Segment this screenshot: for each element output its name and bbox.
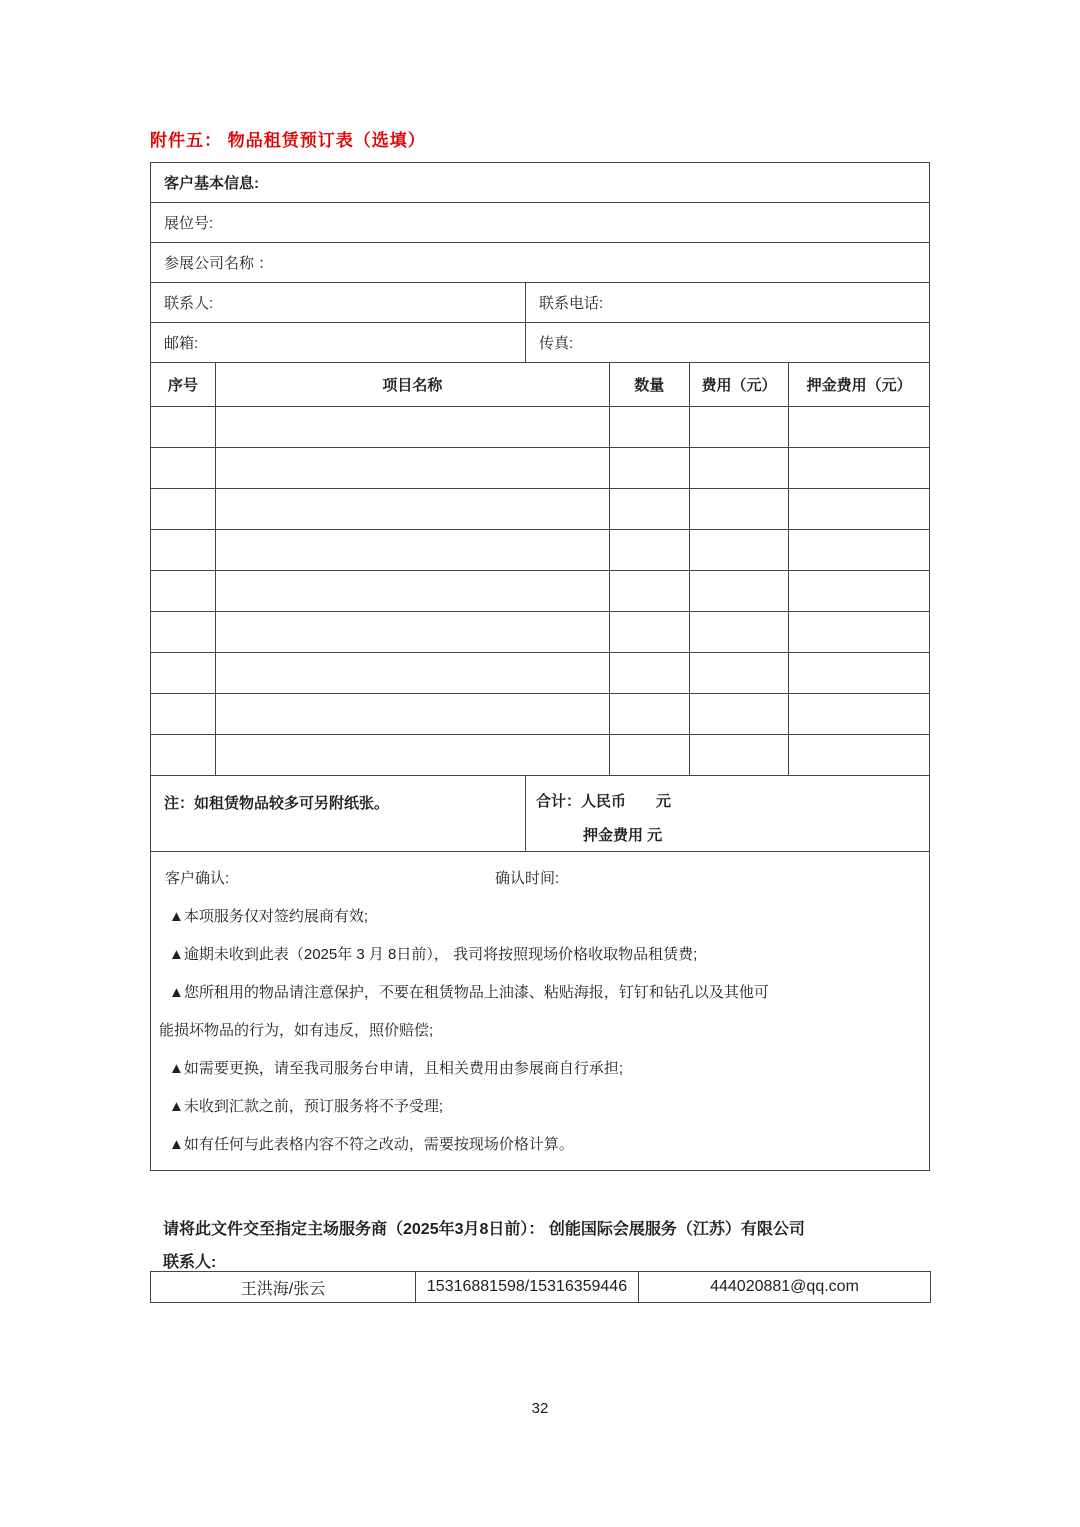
item-cell-empty: [690, 735, 790, 775]
contact-phone-row: [151, 283, 929, 323]
booth-number-label: 展位号:: [164, 215, 214, 232]
item-cell-empty: [216, 530, 610, 570]
item-cell-empty: [690, 407, 790, 447]
rental-order-table: [150, 162, 930, 1171]
item-cell-empty: [610, 653, 690, 693]
item-cell-empty: [690, 694, 790, 734]
confirm-time-label: 确认时间:: [495, 870, 560, 887]
items-header-row: [151, 363, 929, 407]
item-cell-empty: [151, 612, 216, 652]
customer-confirm-label: 客户确认:: [165, 870, 230, 887]
item-cell-empty: [789, 694, 929, 734]
item-cell-empty: [610, 448, 690, 488]
item-row-empty: [151, 694, 929, 735]
item-cell-empty: [216, 489, 610, 529]
item-row-empty: [151, 571, 929, 612]
item-cell-empty: [789, 735, 929, 775]
company-name-row: [151, 243, 929, 283]
items-empty-rows: [151, 407, 929, 776]
contact-person-label: 联系人:: [151, 283, 526, 322]
item-cell-empty: [789, 653, 929, 693]
item-row-empty: [151, 653, 929, 694]
item-cell-empty: [610, 612, 690, 652]
item-cell-empty: [610, 489, 690, 529]
item-row-empty: [151, 530, 929, 571]
terms-list: [159, 898, 919, 1164]
company-name-label: 参展公司名称 ：: [164, 255, 274, 272]
total-deposit-line: 押金费用 元: [583, 827, 663, 844]
basic-info-header-row: [151, 163, 929, 203]
item-cell-empty: [216, 694, 610, 734]
term-line: ▲逾期未收到此表（2025年 3 月 8日前）， 我司将按照现场价格收取物品租赁费;: [169, 946, 698, 963]
item-cell-empty: [789, 407, 929, 447]
submit-instruction: 请将此文件交至指定主场服务商（2025年3月8日前）： 创能国际会展服务（江苏）有限公司: [163, 1221, 805, 1238]
item-cell-empty: [690, 530, 790, 570]
item-cell-empty: [151, 448, 216, 488]
item-row-empty: [151, 407, 929, 448]
email-fax-row: [151, 323, 929, 363]
note-total-row: [151, 776, 929, 852]
item-cell-empty: [610, 571, 690, 611]
contact-phones: 15316881598/15316359446: [416, 1272, 639, 1302]
col-header-item-name: 项目名称: [216, 363, 610, 406]
item-cell-empty: [789, 612, 929, 652]
item-cell-empty: [690, 653, 790, 693]
term-line: 能损坏物品的行为，如有违反，照价赔偿;: [159, 1022, 434, 1039]
term-line: ▲本项服务仅对签约展商有效;: [169, 908, 369, 925]
col-header-quantity: 数量: [610, 363, 690, 406]
item-cell-empty: [151, 694, 216, 734]
term-line: ▲如有任何与此表格内容不符之改动，需要按现场价格计算。: [169, 1136, 574, 1153]
note-text: 注：如租赁物品较多可另附纸张。: [151, 776, 526, 851]
fax-label: 传真:: [539, 335, 574, 352]
email-label: 邮箱:: [151, 323, 526, 362]
item-cell-empty: [216, 571, 610, 611]
item-cell-empty: [216, 735, 610, 775]
basic-info-label: 客户基本信息:: [164, 175, 259, 192]
item-cell-empty: [151, 653, 216, 693]
item-cell-empty: [789, 530, 929, 570]
item-cell-empty: [690, 612, 790, 652]
item-row-empty: [151, 735, 929, 776]
item-cell-empty: [789, 489, 929, 529]
booth-number-row: [151, 203, 929, 243]
contact-email: 444020881@qq.com: [710, 1278, 859, 1295]
item-row-empty: [151, 489, 929, 530]
page-number: 32: [531, 1400, 549, 1417]
confirmation-line: [159, 860, 919, 898]
footer-contact-label: 联系人:: [163, 1254, 217, 1271]
contact-phone-label: 联系电话:: [539, 295, 604, 312]
term-line: ▲如需要更换，请至我司服务台申请，且相关费用由参展商自行承担;: [169, 1060, 624, 1077]
term-line: ▲未收到汇款之前，预订服务将不予受理;: [169, 1098, 444, 1115]
item-cell-empty: [216, 653, 610, 693]
item-cell-empty: [610, 530, 690, 570]
item-row-empty: [151, 448, 929, 489]
total-rmb-line: 合计：人民币 元: [536, 793, 672, 810]
page-title: 附件五： 物品租赁预订表（选填）: [150, 131, 426, 150]
item-cell-empty: [216, 407, 610, 447]
item-row-empty: [151, 612, 929, 653]
item-cell-empty: [610, 407, 690, 447]
col-header-index: 序号: [151, 363, 216, 406]
contact-names: 王洪海/张云: [151, 1272, 416, 1302]
item-cell-empty: [610, 735, 690, 775]
item-cell-empty: [789, 448, 929, 488]
term-line: ▲您所租用的物品请注意保护，不要在租赁物品上油漆、粘贴海报，钉钉和钻孔以及其他可: [169, 984, 769, 1001]
service-provider-contact-table: [150, 1271, 931, 1303]
item-cell-empty: [151, 735, 216, 775]
totals-cell: [526, 776, 929, 851]
item-cell-empty: [216, 612, 610, 652]
col-header-fee: 费用（元）: [690, 363, 790, 406]
item-cell-empty: [216, 448, 610, 488]
item-cell-empty: [151, 489, 216, 529]
item-cell-empty: [151, 407, 216, 447]
item-cell-empty: [690, 448, 790, 488]
col-header-deposit: 押金费用（元）: [806, 377, 912, 394]
item-cell-empty: [151, 571, 216, 611]
item-cell-empty: [151, 530, 216, 570]
item-cell-empty: [610, 694, 690, 734]
item-cell-empty: [690, 489, 790, 529]
item-cell-empty: [789, 571, 929, 611]
confirmation-block: [151, 852, 929, 1170]
item-cell-empty: [690, 571, 790, 611]
